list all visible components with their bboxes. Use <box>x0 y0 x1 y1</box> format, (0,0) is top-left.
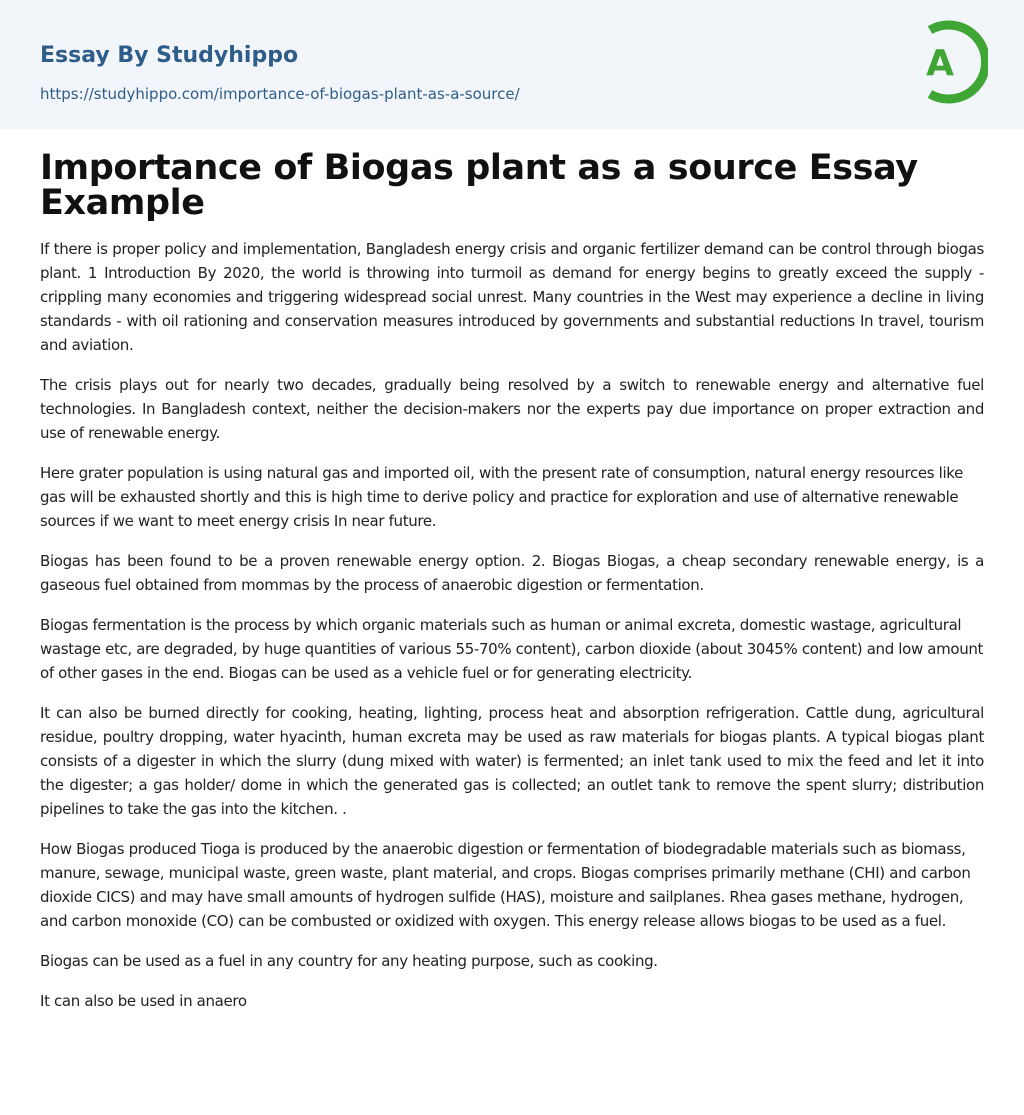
paragraph: How Biogas produced Tioga is produced by the anaerobic digestion or fermentation of biodegradable materials such as biomass, manure, sewage, municipal waste, green waste, plant material, and crops. Biogas comprises primarily methane (CHI) and carbon dioxide CICS) and may have small amounts of hydrogen sulfide (HAS), moisture and sailplanes. Rhea gases methane, hydrogen, and carbon monoxide (CO) can be combusted or oxidized with oxygen. This energy release allows biogas to be used as a fuel. <box>40 840 971 930</box>
source-url-link[interactable]: https://studyhippo.com/importance-of-biogas-plant-as-a-source/ <box>40 85 520 103</box>
paragraph: The crisis plays out for nearly two decades, gradually being resolved by a switch to renewable energy and alternative fuel technologies. In Bangladesh context, neither the decision-makers nor the experts pay due importance on proper extraction and use of renewable energy. <box>40 376 984 442</box>
article-body <box>40 237 984 1013</box>
article <box>0 129 1024 1013</box>
paragraph: If there is proper policy and implementation, Bangladesh energy crisis and organic fertilizer demand can be control through biogas plant. 1 Introduction By 2020, the world is throwing into turmoil as demand for energy begins to greatly exceed the supply - crippling many economies and triggering widespread social unrest. Many countries in the West may experience a decline in living standards - with oil rationing and conservation measures introduced by governments and substantial reductions In travel, tourism and aviation. <box>40 240 984 354</box>
studyhippo-logo-icon[interactable] <box>904 18 988 106</box>
paragraph: It can also be used in anaero <box>40 992 247 1010</box>
paragraph: Biogas fermentation is the process by which organic materials such as human or animal excreta, domestic wastage, agricultural wastage etc, are degraded, by huge quantities of various 55-70% content), carbon dioxide (about 3045% content) and low amount of other gases in the end. Biogas can be used as a vehicle fuel or for generating electricity. <box>40 616 984 682</box>
page-title: Importance of Biogas plant as a source Essay Example <box>40 148 918 223</box>
site-brand[interactable]: Essay By Studyhippo <box>40 43 299 68</box>
paragraph: It can also be burned directly for cooking, heating, lighting, process heat and absorption refrigeration. Cattle dung, agricultural residue, poultry dropping, water hyacinth, human excreta may be used as raw materials for biogas plants. A typical biogas plant consists of a digester in which the slurry (dung mixed with water) is fermented; an inlet tank used to mix the feed and let it into the digester; a gas holder/ dome in which the generated gas is collected; an outlet tank to remove the spent slurry; distribution pipelines to take the gas into the kitchen. . <box>40 704 984 818</box>
paragraph: Biogas has been found to be a proven renewable energy option. 2. Biogas Biogas, a cheap secondary renewable energy, is a gaseous fuel obtained from mommas by the process of anaerobic digestion or fermentation. <box>40 552 984 594</box>
paragraph: Here grater population is using natural gas and imported oil, with the present rate of consumption, natural energy resources like gas will be exhausted shortly and this is high time to derive policy and practice for exploration and use of alternative renewable sources if we want to meet energy crisis In near future. <box>40 464 963 530</box>
paragraph: Biogas can be used as a fuel in any country for any heating purpose, such as cooking. <box>40 952 658 970</box>
site-header <box>0 0 1024 129</box>
logo-letter: A <box>926 43 954 84</box>
